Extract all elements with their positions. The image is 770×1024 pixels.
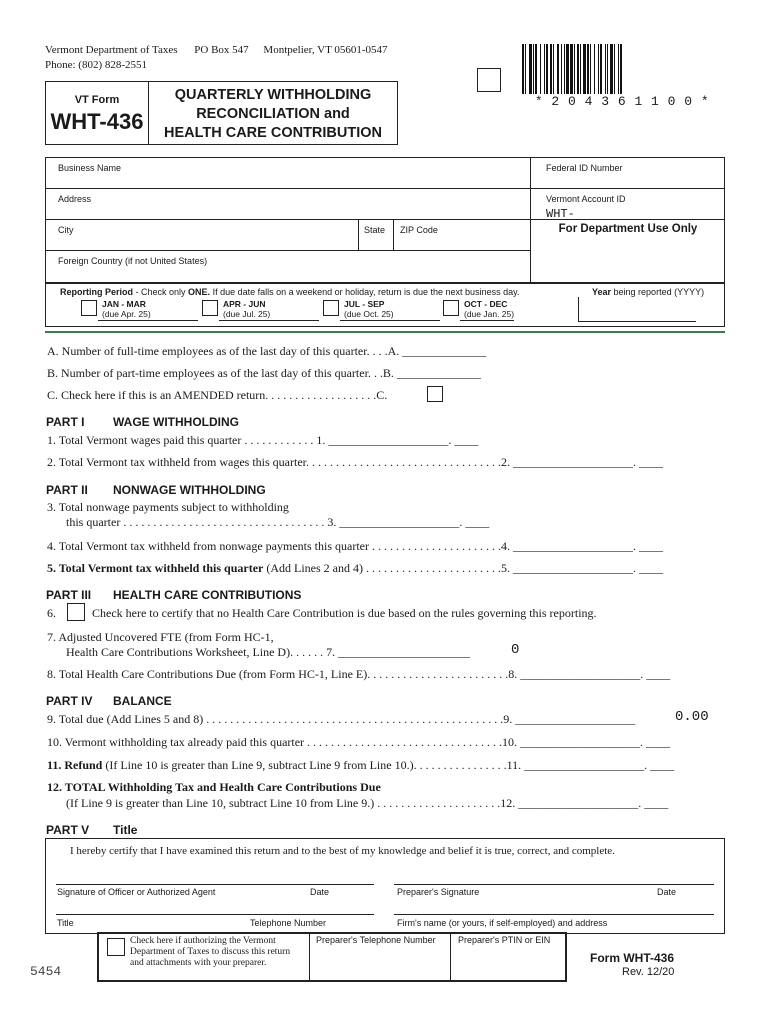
barcode-bar (590, 44, 591, 94)
footer-form-number: Form WHT-436 (590, 951, 675, 965)
barcode-text: * 2 0 4 3 6 1 1 0 0 * (534, 94, 710, 109)
title-line3: HEALTH CARE CONTRIBUTION (163, 125, 383, 141)
dept-use-label: For Department Use Only (558, 223, 698, 235)
barcode-bar (561, 44, 562, 94)
quarter-apr-jun-checkbox[interactable] (202, 300, 218, 316)
barcode-bar (525, 44, 526, 94)
footer-revision: Rev. 12/20 (622, 966, 675, 978)
line-5[interactable]: 5. Total Vermont tax withheld this quarter (Add Lines 2 and 4) . . . . . . . . . . . . . . . . . . . . . . .5. ____________________. ____ (47, 561, 664, 575)
part5-title: Title (113, 823, 138, 837)
authorize-preparer-checkbox[interactable] (107, 938, 125, 956)
part2-title: NONWAGE WITHHOLDING (113, 483, 266, 497)
no-health-care-checkbox[interactable] (67, 603, 85, 621)
barcode-bar (607, 44, 608, 94)
preparer-phone-field[interactable]: Preparer's Telephone Number (316, 935, 436, 945)
line-2[interactable]: 2. Total Vermont tax withheld from wages this quarter. . . . . . . . . . . . . . . . . . . . . . . . . . . . . . . . .2. ____________________. ____ (47, 455, 664, 469)
preparer-signature-label: Preparer's Signature (397, 887, 480, 897)
line-10[interactable]: 10. Vermont withholding tax already paid this quarter . . . . . . . . . . . . . . . . . . . . . . . . . . . . . . . . .10. ____________________. ____ (47, 735, 671, 749)
barcode-bar (529, 44, 532, 94)
header-checkbox[interactable] (477, 68, 501, 92)
part1-label: PART I (46, 415, 85, 429)
barcode-bar (594, 44, 595, 94)
barcode-bar (587, 44, 589, 94)
barcode-bar (566, 44, 569, 94)
divider (45, 331, 725, 333)
form-number: WHT-436 (50, 109, 144, 134)
federal-id-field[interactable]: Federal ID Number (546, 163, 623, 173)
barcode-bar (533, 44, 534, 94)
form-title-box (148, 81, 398, 145)
part3-title: HEALTH CARE CONTRIBUTIONS (113, 588, 302, 602)
quarter-apr-jun-label: APR - JUN (due Jul. 25) (223, 299, 271, 319)
vt-account-field[interactable]: WHT- (546, 207, 575, 221)
dept-phone: Phone: (802) 828-2551 (45, 59, 148, 71)
line-12-label: 12. TOTAL Withholding Tax and Health Care Contributions Due (47, 780, 381, 794)
vt-form-label: VT Form (74, 94, 120, 106)
barcode-bar (546, 44, 548, 94)
form-number-box (45, 81, 149, 145)
barcode-bar (618, 44, 619, 94)
part4-label: PART IV (46, 694, 93, 708)
certify-text: I hereby certify that I have examined this return and to the best of my knowledge and belief it is true, correct, and complete. (70, 845, 615, 857)
barcode-bar (620, 44, 622, 94)
telephone-field[interactable]: Telephone Number (250, 918, 327, 928)
amended-checkbox[interactable] (427, 386, 443, 402)
question-c: C. Check here if this is an AMENDED return. . . . . . . . . . . . . . . . . . .C. (47, 388, 388, 402)
business-name-field[interactable]: Business Name (58, 163, 122, 173)
barcode-bar (577, 44, 579, 94)
quarter-jan-mar-label: JAN - MAR (due Apr. 25) (102, 299, 151, 319)
quarter-jan-mar-checkbox[interactable] (81, 300, 97, 316)
preparer-ptin-field[interactable]: Preparer's PTIN or EIN (458, 935, 551, 945)
part2-label: PART II (46, 483, 88, 497)
year-label: Year being reported (YYYY) (592, 287, 705, 297)
barcode-bar (540, 44, 541, 94)
preparer-date-field[interactable]: Date (657, 887, 677, 897)
line-7-value: 0 (511, 642, 520, 658)
barcode-bar (544, 44, 545, 94)
form-title (149, 86, 397, 143)
part3-label: PART III (46, 588, 92, 602)
quarter-oct-dec-checkbox[interactable] (443, 300, 459, 316)
line-3-label: 3. Total nonwage payments subject to withholding (47, 500, 289, 514)
line-9-value: 0.00 (675, 709, 709, 725)
barcode-bar (583, 44, 586, 94)
title-line1: QUARTERLY WITHHOLDING (174, 87, 372, 103)
barcode (522, 44, 722, 94)
line-11[interactable]: 11. Refund (If Line 10 is greater than Line 9, subtract Line 9 from Line 10.). . . . . . . . . . . . . . . .11. ____________________. ____ (47, 758, 675, 772)
line-4[interactable]: 4. Total Vermont tax withheld from nonwage payments this quarter . . . . . . . . . . . . . . . . . . . . . .4. ____________________. ____ (47, 539, 663, 553)
firm-field[interactable]: Firm's name (or yours, if self-employed) and address (397, 918, 608, 928)
barcode-bar (605, 44, 606, 94)
authorize-preparer-text: Check here if authorizing the Vermont Department of Taxes to discuss this return and attachments with your preparer. (130, 936, 291, 968)
barcode-bar (598, 44, 599, 94)
address-field[interactable]: Address (58, 194, 92, 204)
quarter-jul-sep-label: JUL - SEP (due Oct. 25) (344, 299, 394, 319)
part5-label: PART V (46, 823, 90, 837)
line-12[interactable]: (If Line 9 is greater than Line 10, subtract Line 10 from Line 9.) . . . . . . . . . . . . . . . . . . . . .12. ____________________. ____ (66, 796, 669, 810)
title-field[interactable]: Title (57, 918, 74, 928)
part4-title: BALANCE (113, 694, 172, 708)
barcode-bar (553, 44, 554, 94)
line-9[interactable]: 9. Total due (Add Lines 5 and 8) . . . . . . . . . . . . . . . . . . . . . . . . . . . . . . . . . . . . . . . . . . . . . . . . . .9. ____________________ (47, 712, 636, 726)
barcode-bar (614, 44, 615, 94)
barcode-bar (570, 44, 572, 94)
vt-account-label: Vermont Account ID (546, 194, 626, 204)
barcode-bar (564, 44, 565, 94)
dept-name (45, 44, 388, 56)
form-code: 5454 (30, 964, 62, 979)
line-6-number: 6. (47, 606, 56, 620)
line-6-text: Check here to certify that no Health Care Contribution is due based on the rules governing this reporting. (92, 606, 597, 620)
reporting-period-label: Reporting Period - Check only ONE. If due date falls on a weekend or holiday, return is due the next business day. (60, 287, 520, 297)
line-7-label: 7. Adjusted Uncovered FTE (from Form HC-1, (47, 630, 274, 644)
title-line2: RECONCILIATION and (196, 106, 350, 122)
barcode-bar (535, 44, 537, 94)
foreign-country-field[interactable]: Foreign Country (if not United States) (58, 256, 208, 266)
line-7[interactable]: Health Care Contributions Worksheet, Line D). . . . . . 7. ______________________ (66, 645, 471, 659)
question-a[interactable]: A. Number of full-time employees as of the last day of this quarter. . . .A. ______________ (47, 344, 487, 358)
line-1[interactable]: 1. Total Vermont wages paid this quarter . . . . . . . . . . . . 1. ____________________. ____ (47, 433, 479, 447)
line-8[interactable]: 8. Total Health Care Contributions Due (from Form HC-1, Line E). . . . . . . . . . . . . . . . . . . . . . . .8. ____________________. ____ (47, 667, 671, 681)
line-3[interactable]: this quarter . . . . . . . . . . . . . . . . . . . . . . . . . . . . . . . . . . 3. ____________________. ____ (66, 515, 490, 529)
barcode-bar (550, 44, 552, 94)
barcode-bar (610, 44, 613, 94)
dept-label: Vermont Department of Taxes (45, 44, 178, 56)
officer-signature-field[interactable]: Signature of Officer or Authorized Agent (57, 887, 216, 897)
barcode-bar (600, 44, 602, 94)
barcode-bar (557, 44, 559, 94)
barcode-bar (522, 44, 524, 94)
city-field[interactable]: City (58, 225, 74, 235)
quarter-jul-sep-checkbox[interactable] (323, 300, 339, 316)
zip-field[interactable]: ZIP Code (400, 225, 438, 235)
officer-date-field[interactable]: Date (310, 887, 330, 897)
po-box: PO Box 547 (194, 44, 249, 56)
barcode-bar (580, 44, 581, 94)
state-field[interactable]: State (364, 225, 386, 235)
quarter-oct-dec-label: OCT - DEC (due Jan. 25) (464, 299, 515, 319)
question-b[interactable]: B. Number of part-time employees as of the last day of this quarter. . .B. ______________ (47, 366, 481, 380)
barcode-bar (574, 44, 575, 94)
part1-title: WAGE WITHHOLDING (113, 415, 239, 429)
city-zip: Montpelier, VT 05601-0547 (263, 44, 388, 56)
